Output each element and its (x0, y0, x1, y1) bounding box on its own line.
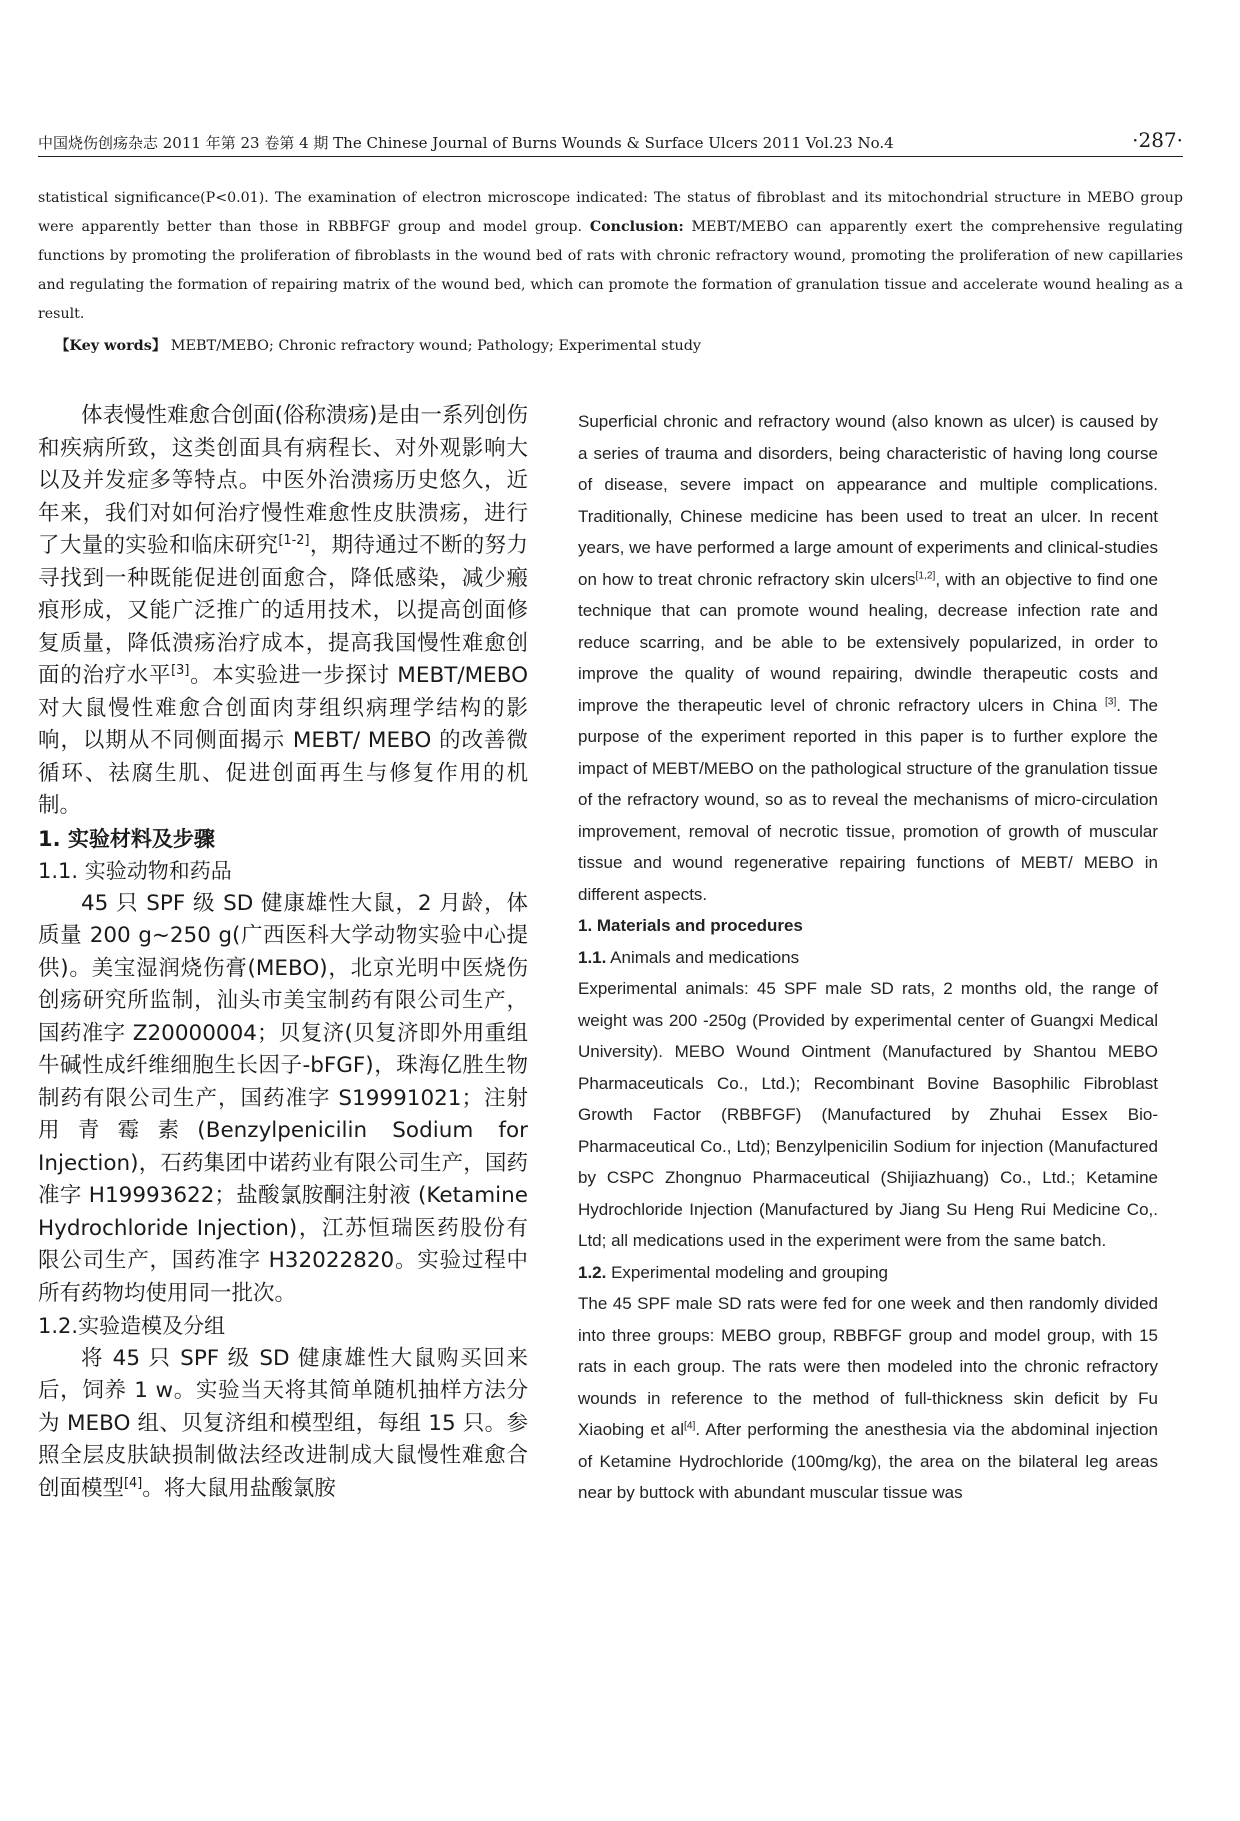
keywords-label: 【Key words】 (55, 337, 167, 354)
en-ref-2: [3] (1104, 695, 1117, 707)
keywords-line (55, 336, 1155, 356)
running-header (38, 128, 1183, 160)
zh-section-heading: 1. 实验材料及步骤 (38, 826, 215, 851)
page-number: ·287· (1132, 128, 1183, 152)
en-ref-1: [1,2] (915, 569, 936, 581)
zh-p1-text-3: 。本实验进一步探讨 MEBT/MEBO 对大鼠慢性难愈合创面肉芽组织病理学结构的影响，以期从不同侧面揭示 MEBT/ MEBO 的改善微循环、祛腐生肌、促进创面再生与修复作用的机制。 (38, 663, 528, 818)
en-subsection-2-number: 1.2. (578, 1262, 607, 1282)
journal-line: 中国烧伤创疡杂志 2011 年第 23 卷第 4 期 The Chinese Journal of Burns Wounds & Surface Ulcers 2011 Vol.23 No.4 (38, 134, 894, 152)
en-section-heading (578, 910, 1158, 942)
en-ref-4: [4] (684, 1420, 696, 1432)
en-p3-text: The 45 SPF male SD rats were fed for one week and then randomly divided into three groups: MEBO group, RBBFGF group and model group, with 15 rats in each group. The rats were then modeled into the chronic refractory wounds in reference to the method of full-thickness skin deficit by Fu Xiaobing et al (578, 1294, 1158, 1439)
zh-ref-2: [3] (171, 662, 190, 678)
en-subsection-heading-1 (578, 942, 1158, 974)
en-subsection-1-number: 1.1. (578, 947, 607, 967)
en-p1-text-2: , with an objective to find one technique that can promote wound healing, decrease infection rate and reduce scarring, and be able to be extensively popularized, in order to improve the quality of wound repairing, dwindle therapeutic costs and improve the therapeutic level of chronic refractory ulcers in China (578, 569, 1159, 715)
zh-materials-paragraph: 45 只 SPF 级 SD 健康雄性大鼠，2 月龄，体质量 200 g~250 g(广西医科大学动物实验中心提供)。美宝湿润烧伤膏(MEBO)，北京光明中医烧伤创疡研究所监制，汕头市美宝制药有限公司生产，国药准字 Z20000004；贝复济(贝复济即外用重组牛碱性成纤维细胞生长因子-bFGF)，珠海亿胜生物制药有限公司生产，国药准字 S19991021；注射用青霉素(Benzylpenicilin Sodium for Injection)，石药集团中诺药业有限公司生产，国药准字 H19993622；盐酸氯胺酮注射液 (Ketamine Hydrochloride Injection)，江苏恒瑞医药股份有限公司生产，国药准字 H32022820。实验过程中所有药物均使用同一批次。 (38, 890, 528, 1306)
conclusion-label: Conclusion: (589, 219, 684, 235)
zh-ref-4: [4] (124, 1475, 143, 1491)
zh-p3-text: 将 45 只 SPF 级 SD 健康雄性大鼠购买回来后，饲养 1 w。实验当天将其简单随机抽样方法分为 MEBO 组、贝复济组和模型组，每组 15 只。参照全层皮肤缺损制做法经改进制成大鼠慢性难愈合创面模型 (38, 1345, 528, 1501)
en-subsection-2-title: Experimental modeling and grouping (606, 1262, 888, 1282)
zh-subsection-heading-1: 1.1. 实验动物和药品 (38, 859, 232, 883)
en-p1-text: Superficial chronic and refractory wound (also known as ulcer) is caused by a series of trauma and disorders, being characteristic of having long course of disease, severe impact on appearance and multiple complications. Traditionally, Chinese medicine has been used to treat an ulcer. In recent years, we have performed a large amount of experiments and clinical-studies on how to treat chronic refractory skin ulcers (578, 412, 1158, 589)
abstract-text-before: statistical significance(P<0.01). The examination of electron microscope indicated: The status of fibroblast and its mitochondrial structure in MEBO group were apparently better than those in RBBFGF group and model group. (38, 190, 1183, 235)
en-section-heading-text: 1. Materials and procedures (578, 916, 803, 935)
header-rule (38, 156, 1183, 157)
chinese-column (38, 400, 528, 1505)
abstract-continuation (38, 184, 1183, 329)
en-p1-text-3: . The purpose of the experiment reported in this paper is to further explore the impact of MEBT/MEBO on the pathological structure of the granulation tissue of the refractory wound, so as to reveal the mechanisms of micro-circulation improvement, removal of necrotic tissue, promotion of growth of muscular tissue and wound regenerative repairing functions of MEBT/ MEBO in different aspects. (578, 695, 1159, 904)
zh-p1-text-2: ，期待通过不断的努力寻找到一种既能促进创面愈合，降低感染，减少瘢痕形成，又能广泛推广的适用技术，以提高创面修复质量，降低溃疡治疗成本，提高我国慢性难愈创面的治疗水平 (38, 533, 528, 688)
en-p3-text-2: . After performing the anesthesia via the abdominal injection of Ketamine Hydrochloride (100mg/kg), the area on the bilateral leg areas near by buttock with abundant muscular tissue was (578, 1420, 1158, 1502)
en-materials-paragraph: Experimental animals: 45 SPF male SD rats, 2 months old, the range of weight was 200 -250g (Provided by experimental center of Guangxi Medical University). MEBO Wound Ointment (Manufactured by Shantou MEBO Pharmaceuticals Co., Ltd.); Recombinant Bovine Basophilic Fibroblast Growth Factor (RBBFGF) (Manufactured by Zhuhai Essex Bio-Pharmaceutical Co., Ltd); Benzylpenicilin Sodium for injection (Manufactured by CSPC Zhongnuo Pharmaceutical (Shijiazhuang) Co., Ltd.; Ketamine Hydrochloride Injection (Manufactured by Jiang Su Heng Rui Medicine Co,. Ltd; all medications used in the experiment were from the same batch. (578, 979, 1158, 1250)
zh-p3-text-2: 。将大鼠用盐酸氯胺 (142, 1475, 336, 1501)
abstract-text-after: MEBT/MEBO can apparently exert the comprehensive regulating functions by promoting the proliferation of fibroblasts in the wound bed of rats with chronic refractory wound, promoting the proliferation of new capillaries and regulating the formation of repairing matrix of the wound bed, which can promote the formation of granulation tissue and accelerate wound healing as a result. (38, 219, 1183, 322)
zh-intro-paragraph (38, 400, 528, 823)
en-subsection-1-title: Animals and medications (606, 947, 800, 967)
english-column (578, 406, 1158, 1509)
en-subsection-heading-2 (578, 1257, 1158, 1289)
keywords-text: MEBT/MEBO; Chronic refractory wound; Pathology; Experimental study (166, 338, 702, 354)
zh-subsection-heading-2: 1.2.实验造模及分组 (38, 1314, 226, 1338)
en-modeling-paragraph (578, 1288, 1158, 1509)
zh-modeling-paragraph (38, 1343, 528, 1506)
zh-p1-text: 体表慢性难愈合创面(俗称溃疡)是由一系列创伤和疾病所致，这类创面具有病程长、对外观影响大以及并发症多等特点。中医外治溃疡历史悠久，近年来，我们对如何治疗慢性难愈性皮肤溃疡，进行了大量的实验和临床研究 (38, 403, 528, 558)
zh-ref-1: [1-2] (278, 532, 310, 548)
en-intro-paragraph (578, 406, 1158, 910)
